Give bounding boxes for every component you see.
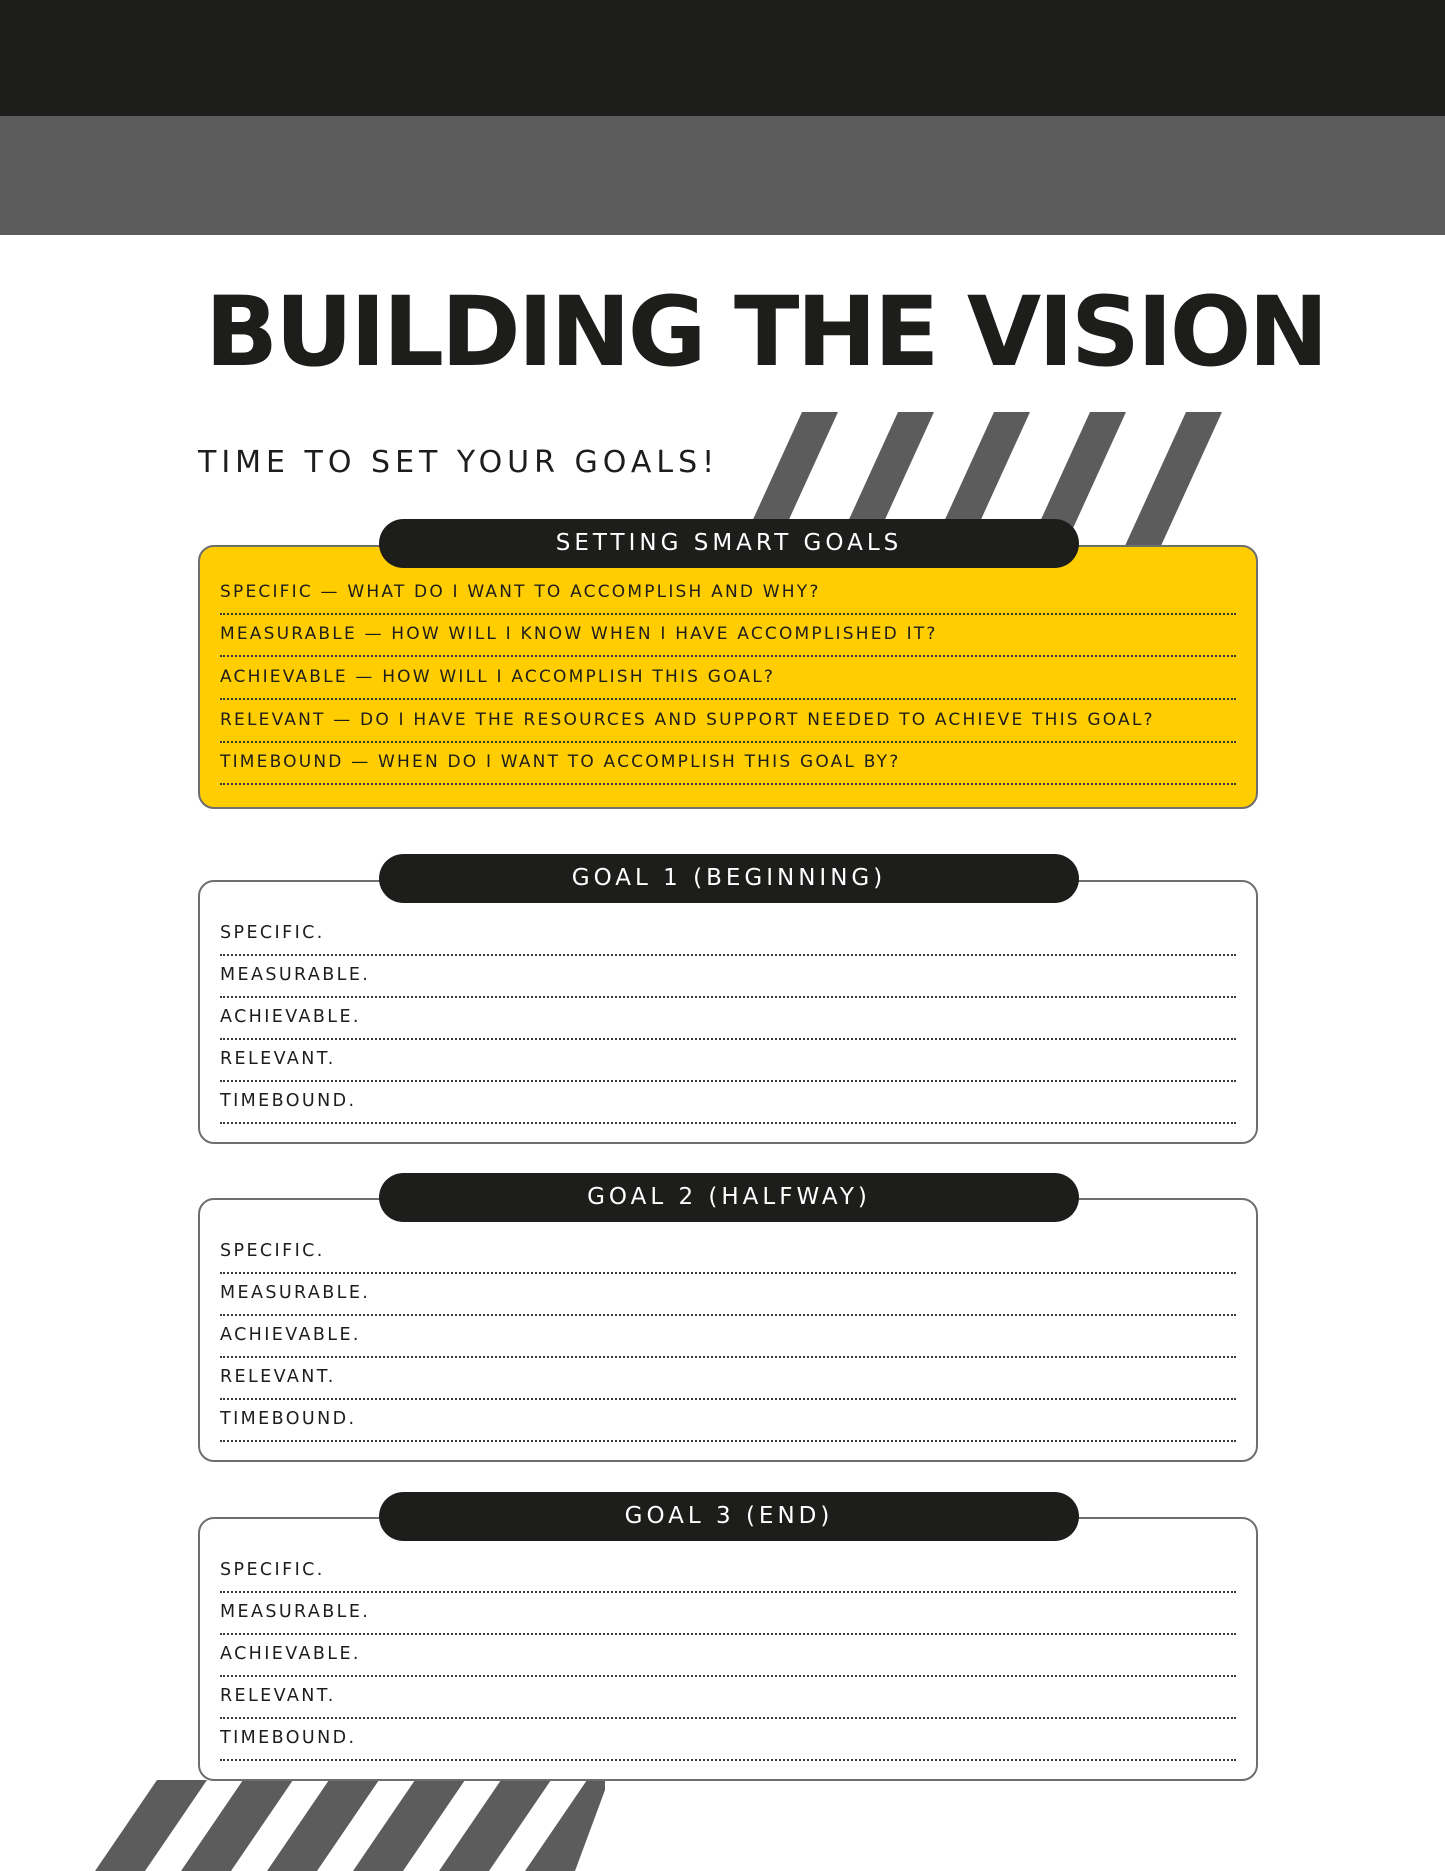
goal-1-field-timebound[interactable]: TIMEBOUND. bbox=[220, 1088, 1236, 1124]
goal-3-card bbox=[198, 1517, 1258, 1781]
smart-line-relevant: RELEVANT — DO I HAVE THE RESOURCES AND SUPPORT NEEDED TO ACHIEVE THIS GOAL? bbox=[220, 707, 1236, 743]
goal-1-card bbox=[198, 880, 1258, 1144]
hazard-stripes-bottom bbox=[95, 1780, 605, 1871]
goal-1-field-achievable[interactable]: ACHIEVABLE. bbox=[220, 1004, 1236, 1040]
header-band-gray bbox=[0, 116, 1445, 235]
goal-3-field-timebound[interactable]: TIMEBOUND. bbox=[220, 1725, 1236, 1761]
goal-3-field-achievable[interactable]: ACHIEVABLE. bbox=[220, 1641, 1236, 1677]
goal-1-field-specific[interactable]: SPECIFIC. bbox=[220, 920, 1236, 956]
smart-line-measurable: MEASURABLE — HOW WILL I KNOW WHEN I HAVE ACCOMPLISHED IT? bbox=[220, 621, 1236, 657]
goal-3-field-measurable[interactable]: MEASURABLE. bbox=[220, 1599, 1236, 1635]
goal-2-field-timebound[interactable]: TIMEBOUND. bbox=[220, 1406, 1236, 1442]
goal-2-heading: GOAL 2 (HALFWAY) bbox=[379, 1173, 1079, 1222]
goal-1-field-measurable[interactable]: MEASURABLE. bbox=[220, 962, 1236, 998]
goal-2-card bbox=[198, 1198, 1258, 1462]
smart-line-timebound: TIMEBOUND — WHEN DO I WANT TO ACCOMPLISH THIS GOAL BY? bbox=[220, 749, 1236, 785]
goal-1-heading: GOAL 1 (BEGINNING) bbox=[379, 854, 1079, 903]
goal-1-field-relevant[interactable]: RELEVANT. bbox=[220, 1046, 1236, 1082]
goal-2-field-specific[interactable]: SPECIFIC. bbox=[220, 1238, 1236, 1274]
header-band-dark bbox=[0, 0, 1445, 116]
smart-goals-heading: SETTING SMART GOALS bbox=[379, 519, 1079, 568]
goal-2-field-achievable[interactable]: ACHIEVABLE. bbox=[220, 1322, 1236, 1358]
smart-line-achievable: ACHIEVABLE — HOW WILL I ACCOMPLISH THIS GOAL? bbox=[220, 664, 1236, 700]
page-title: BUILDING THE VISION bbox=[205, 276, 1326, 388]
goal-3-heading: GOAL 3 (END) bbox=[379, 1492, 1079, 1541]
goal-2-field-measurable[interactable]: MEASURABLE. bbox=[220, 1280, 1236, 1316]
goal-2-field-relevant[interactable]: RELEVANT. bbox=[220, 1364, 1236, 1400]
smart-line-specific: SPECIFIC — WHAT DO I WANT TO ACCOMPLISH AND WHY? bbox=[220, 579, 1236, 615]
page-subtitle: TIME TO SET YOUR GOALS! bbox=[198, 445, 720, 480]
goal-3-field-relevant[interactable]: RELEVANT. bbox=[220, 1683, 1236, 1719]
goal-3-field-specific[interactable]: SPECIFIC. bbox=[220, 1557, 1236, 1593]
smart-goals-card bbox=[198, 545, 1258, 809]
